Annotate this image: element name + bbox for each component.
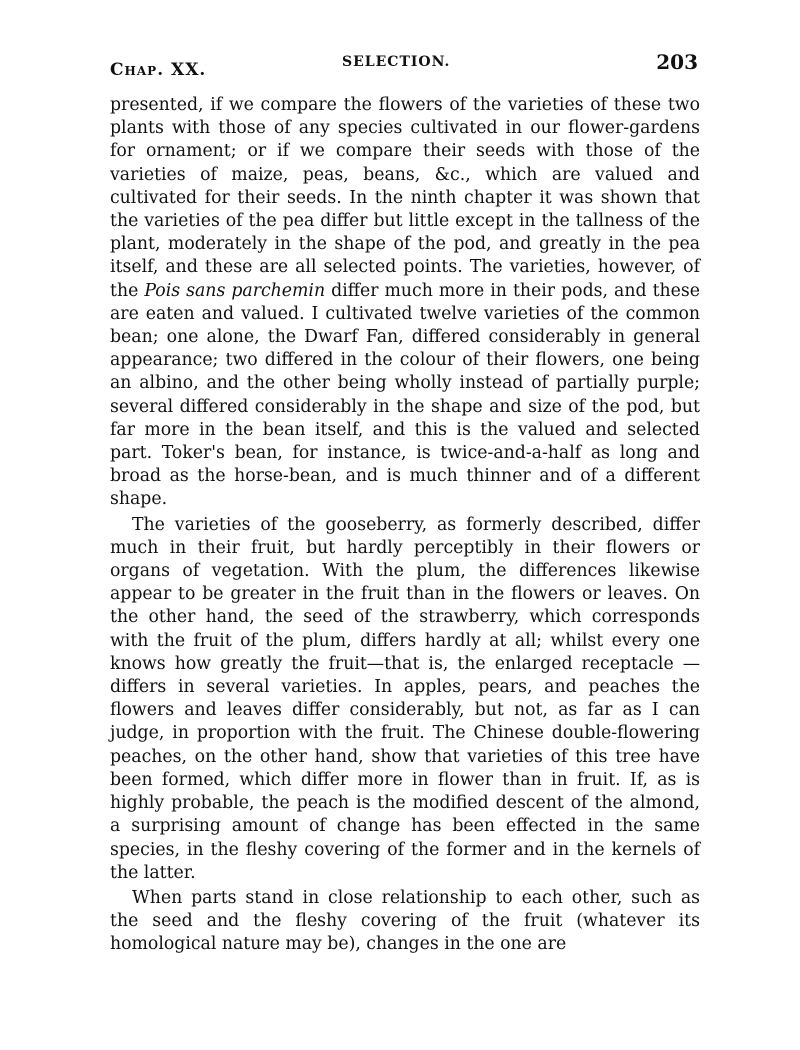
paragraph-2: The varieties of the gooseberry, as formerly described, differ much in their fruit, but hardly perceptibly in their flowers or organs of vegetation. With the plum, the differences likewise appear to be greater in the fruit than in the flowers or leaves. On the other hand, the seed of the strawberry, which corresponds with the fruit of the plum, differs hardly at all; whilst every one knows how greatly the fruit—that is, the enlarged receptacle — differs in several varieties. In apples, pears, and peaches the flowers and leaves differ considerably, but not, as far as I can judge, in proportion with the fruit. The Chinese double-flowering peaches, on the other hand, show that varieties of this tree have been formed, which differ more in flower than in fruit. If, as is highly probable, the peach is the modified descent of the almond, a surprising amount of change has been effected in the same species, in the fleshy covering of the former and in the kernels of the latter. bbox=[110, 514, 700, 883]
paragraph-1-text-start: presented, if we compare the flowers of the varieties of these two plants with those of any species cultivated in our flower-gardens for ornament; or if we compare their seeds with those of the varieties of maize, peas, beans, &c., which are valued and cultivated for their seeds. In the ninth chapter it was shown that the varieties of the pea differ but little except in the tallness of the plant, moderately in the shape of the pod, and greatly in the pea itself, and these are all selected points. The varieties, however, of the bbox=[110, 95, 700, 301]
body-text bbox=[110, 94, 700, 957]
paragraph-1-text-end: differ much more in their pods, and these are eaten and valued. I cultivated twelve varieties of the common bean; one alone, the Dwarf Fan, differed considerably in general appearance; two differed in the colour of their flowers, one being an albino, and the other being wholly instead of partially purple; several differed considerably in the shape and size of the pod, but far more in the bean itself, and this is the valued and selected part. Toker's bean, for instance, is twice-and-a-half as long and broad as the horse-bean, and is much thinner and of a different shape. bbox=[110, 280, 700, 510]
book-page bbox=[110, 52, 700, 957]
paragraph-1 bbox=[110, 94, 700, 512]
paragraph-3: When parts stand in close relationship to each other, such as the seed and the fleshy covering of the fruit (whatever its homological nature may be), changes in the one are bbox=[110, 887, 700, 955]
section-title: SELECTION. bbox=[342, 54, 451, 70]
chapter-label: Chap. XX. bbox=[110, 60, 207, 80]
running-head bbox=[110, 52, 700, 82]
page-number: 203 bbox=[656, 50, 698, 74]
paragraph-1-italic-term: Pois sans parchemin bbox=[144, 280, 326, 301]
